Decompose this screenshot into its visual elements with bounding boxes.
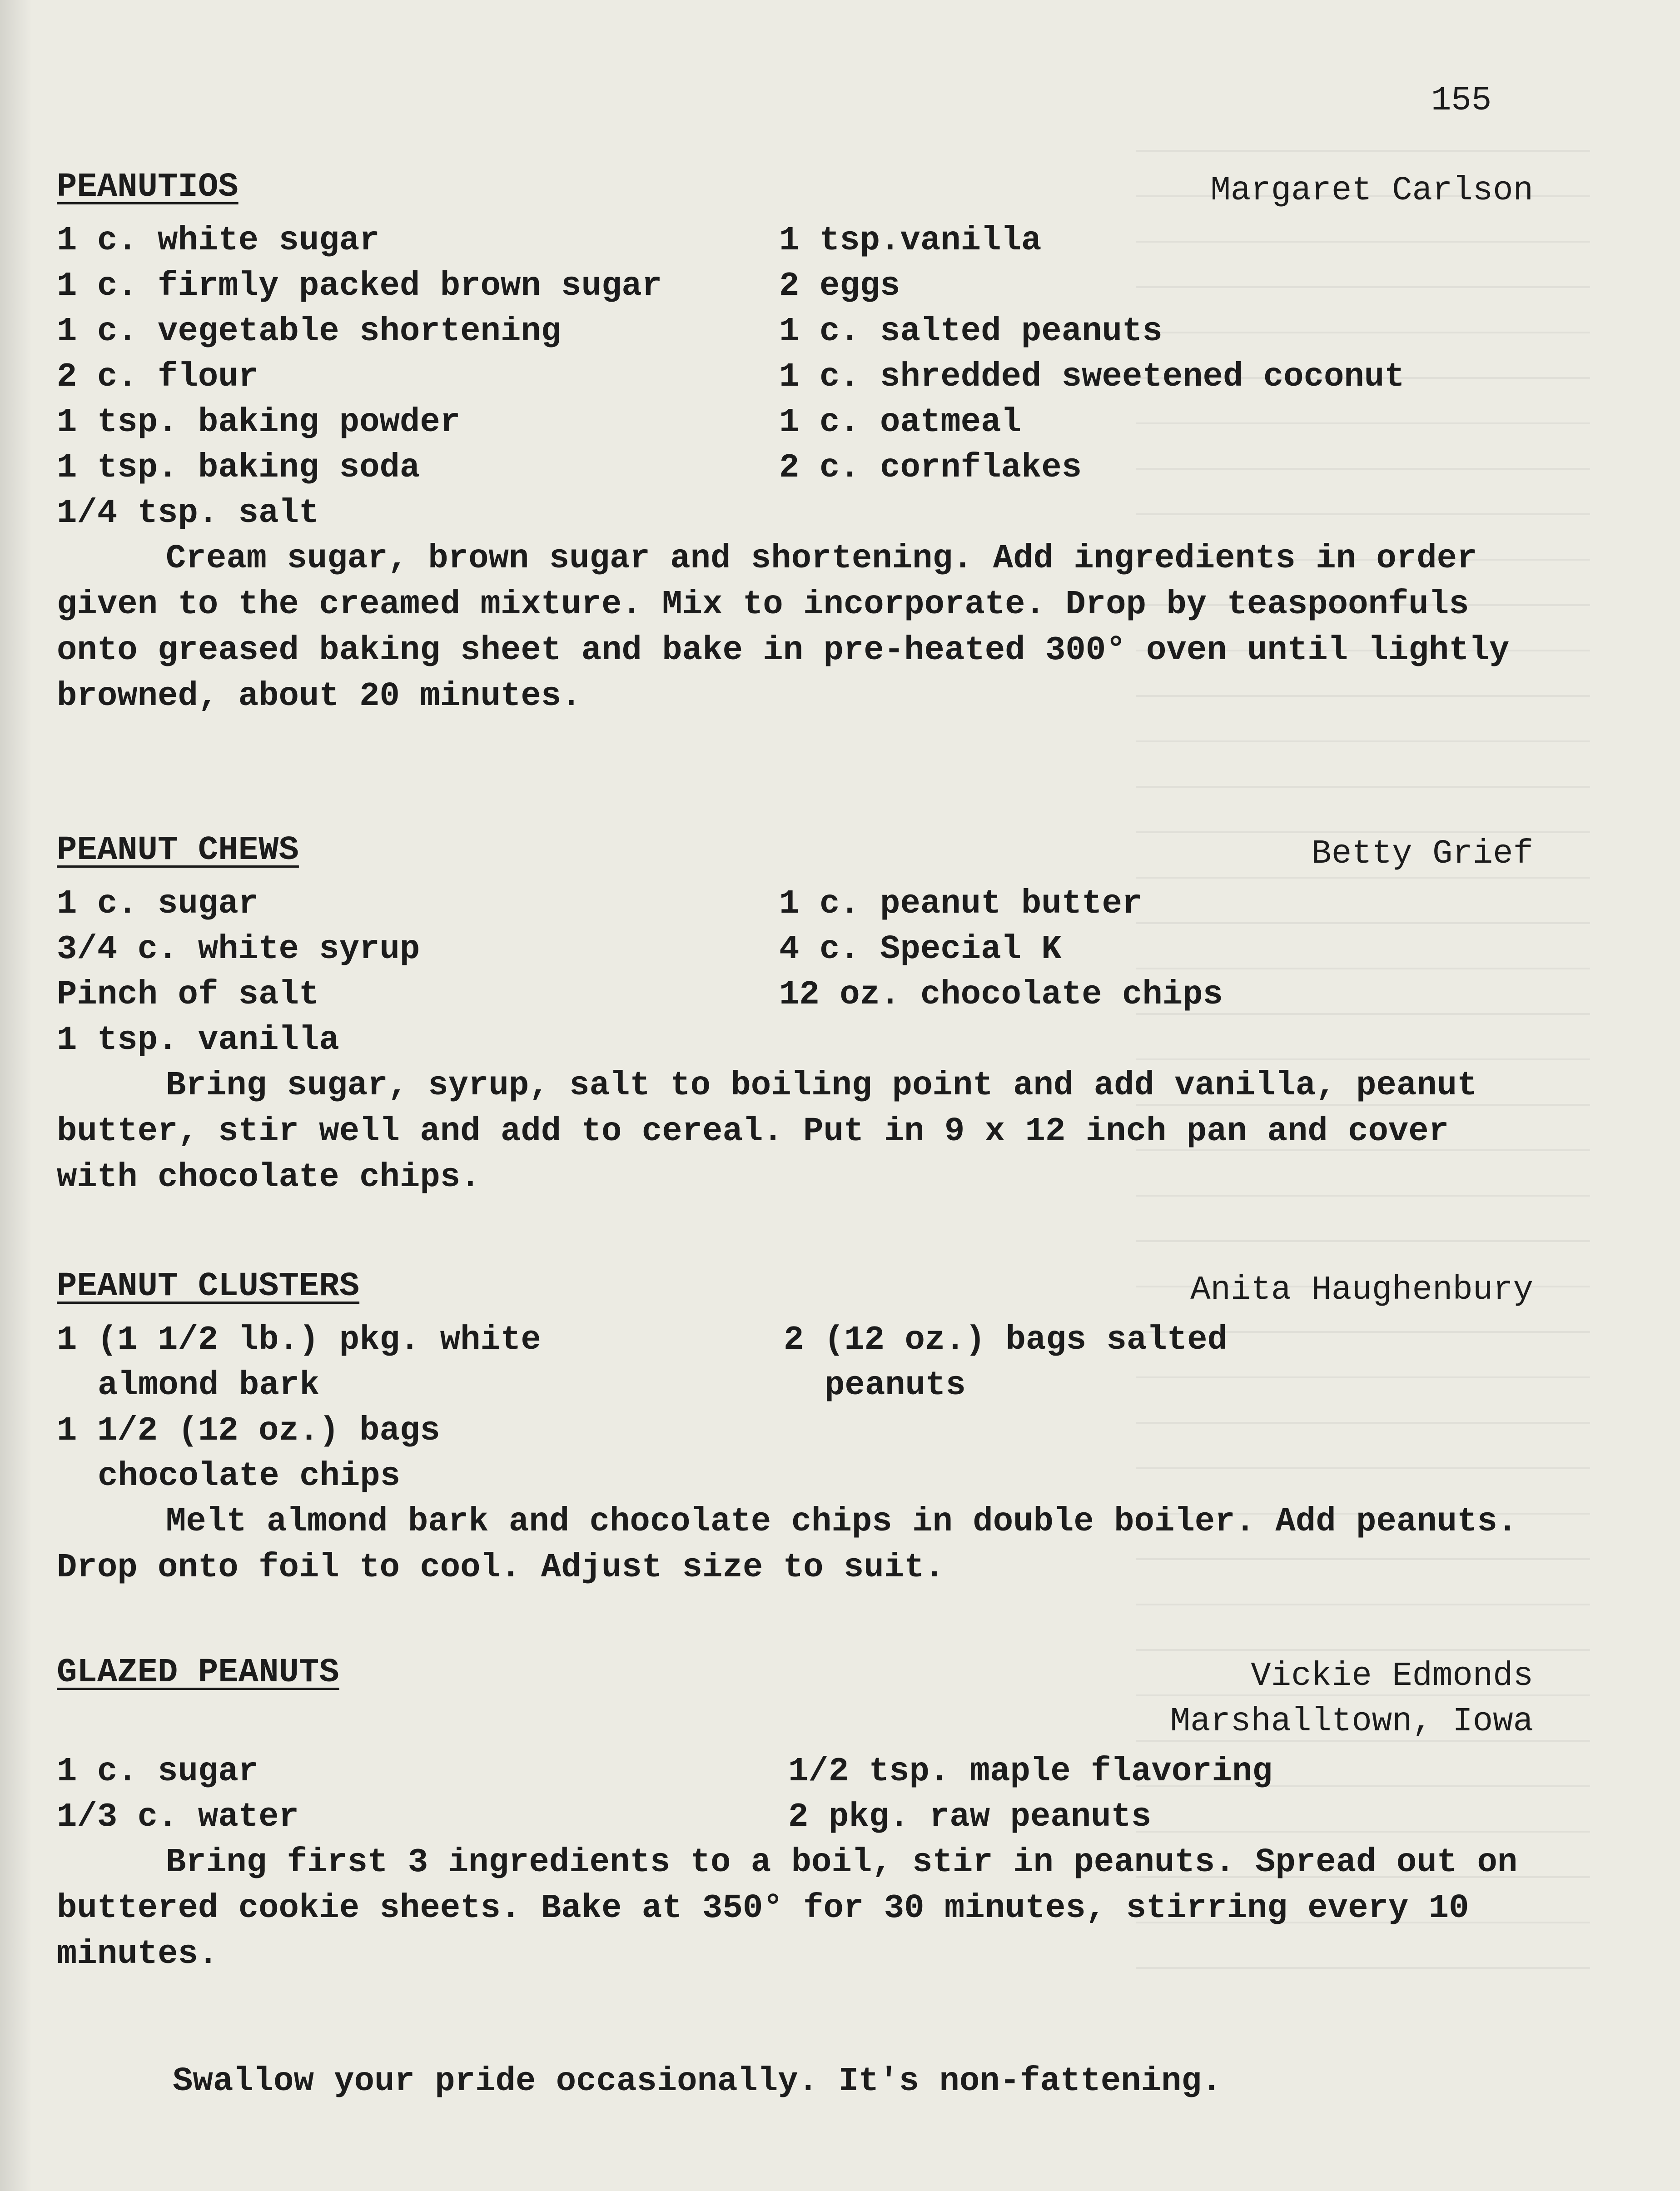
recipe-peanutios [57,168,1533,720]
ingredient: 1 (1 1/2 lb.) pkg. white almond bark [57,1321,562,1405]
recipe-title: PEANUT CLUSTERS [57,1267,360,1306]
recipe-author: Betty Grief [1311,835,1533,873]
recipe-author: Margaret Carlson [1210,172,1533,210]
recipe-directions: Melt almond bark and chocolate chips in double boiler. Add peanuts. Drop onto foil to cool. Adjust size to suit. [57,1503,1518,1587]
recipe-peanut-clusters [57,1267,1533,1591]
author-location: Marshalltown, Iowa [1170,1703,1533,1741]
ingredient: 1/3 c. water [57,1798,299,1836]
ingredient: 2 (12 oz.) bags salted peanuts [784,1321,1248,1405]
ingredient: 1 c. oatmeal [779,403,1021,442]
ingredient: 2 eggs [779,267,900,305]
ingredient: 2 c. cornflakes [779,449,1082,487]
ingredient-list [57,881,1533,1063]
ingredient: 1 tsp. vanilla [57,1021,339,1059]
ingredient: 2 c. flour [57,358,259,396]
recipe-directions: Cream sugar, brown sugar and shortening. Add ingredients in order given to the creamed mixture. Mix to incorporate. Drop by teaspoonfuls onto greased baking sheet and bake in pre-heated 300° oven until lightly browned, about 20 minutes. [57,540,1510,715]
ingredient: 1 c. white sugar [57,222,380,260]
page-binding-shadow [0,0,32,2191]
ingredient: 1 tsp.vanilla [779,222,1042,260]
ingredient: 2 pkg. raw peanuts [788,1798,1152,1836]
ingredient: 1/4 tsp. salt [57,494,319,532]
recipe-peanut-chews [57,831,1533,1201]
ingredient: 1 c. sugar [57,885,259,923]
recipe-directions: Bring sugar, syrup, salt to boiling point and add vanilla, peanut butter, stir well and add to cereal. Put in 9 x 12 inch pan and cover with chocolate chips. [57,1067,1477,1197]
ingredient: 1/2 tsp. maple flavoring [788,1753,1272,1791]
ingredient: Pinch of salt [57,976,319,1014]
author-name: Vickie Edmonds [1251,1657,1533,1695]
ingredient: 1 tsp. baking powder [57,403,461,442]
recipe-author: Anita Haughenbury [1190,1271,1533,1309]
ingredient-list [57,1317,1533,1499]
recipe-title: PEANUT CHEWS [57,831,299,869]
ingredient: 1 c. salted peanuts [779,313,1163,351]
recipe-title: GLAZED PEANUTS [57,1654,339,1692]
ingredient: 1 1/2 (12 oz.) bags chocolate chips [57,1412,461,1495]
ingredient-list [57,1749,1533,1840]
filler-quote: Swallow your pride occasionally. It's non-fattening. [173,2062,1222,2101]
recipe-directions: Bring first 3 ingredients to a boil, stir in peanuts. Spread out on buttered cookie sheets. Bake at 350° for 30 minutes, stirring every 10 minutes. [57,1843,1518,1973]
ingredient: 1 tsp. baking soda [57,449,420,487]
ingredient: 1 c. firmly packed brown sugar [57,267,662,305]
ingredient: 12 oz. chocolate chips [779,976,1223,1014]
page-number: 155 [1431,82,1492,120]
ingredient: 1 c. vegetable shortening [57,313,562,351]
recipe-title: PEANUTIOS [57,168,239,206]
recipe-glazed-peanuts [57,1654,1533,1977]
ingredient-list [57,218,1533,536]
ingredient: 1 c. sugar [57,1753,259,1791]
ingredient: 1 c. shredded sweetened coconut [779,358,1405,396]
recipe-author [1170,1654,1533,1744]
ingredient: 4 c. Special K [779,930,1062,969]
ingredient: 3/4 c. white syrup [57,930,420,969]
ingredient: 1 c. peanut butter [779,885,1143,923]
